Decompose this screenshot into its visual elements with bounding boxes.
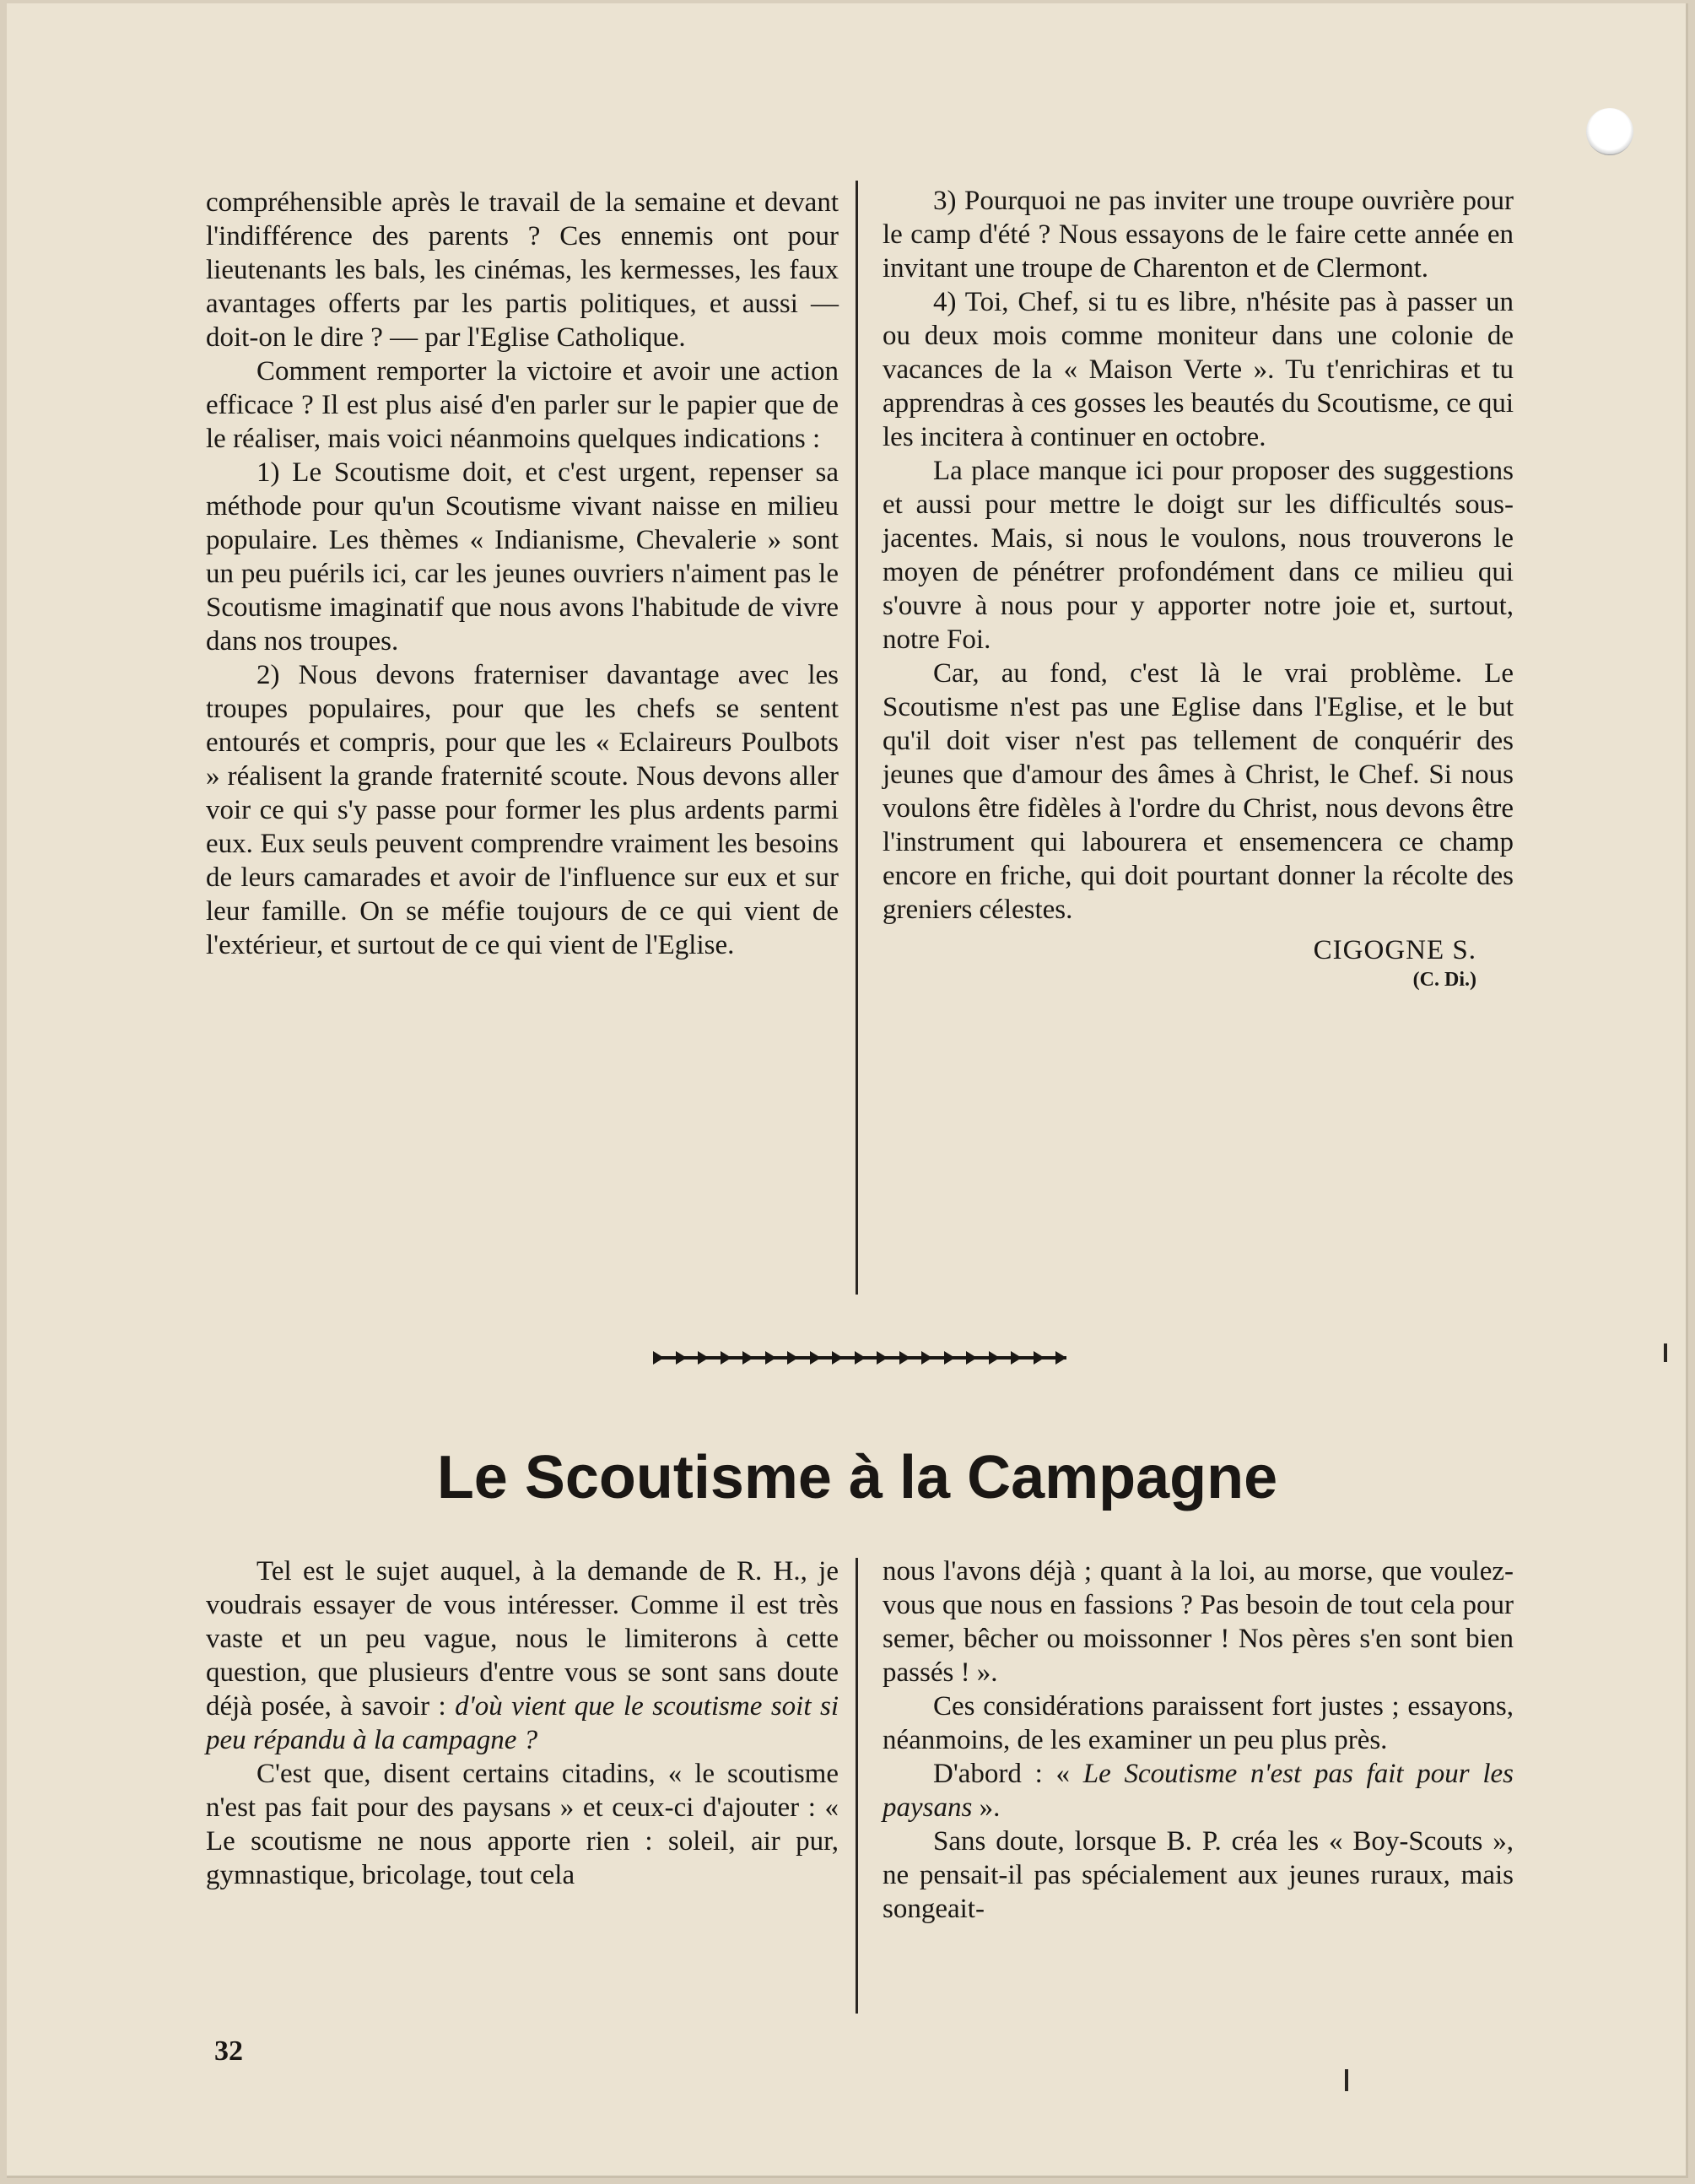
author-initials: (C. Di.) xyxy=(1412,969,1476,991)
paragraph: Car, au fond, c'est là le vrai problème. Le Scoutisme n'est pas une Eglise dans l'Eglise, et le but qu'il doit viser n'est pas tellement de conquérir des jeunes que d'amour des âmes à Christ, le Chef. Si nous voulons être fidèles à l'ordre du Christ, nous devons être l'instrument qui labourera et ensemencera ce champ encore en friche, qui doit pourtant donner la récolte des greniers célestes. xyxy=(883,658,1514,925)
paragraph: La place manque ici pour proposer des suggestions et aussi pour mettre le doigt sur les difficultés sous-jacentes. Mais, si nous le voulons, nous trouverons le moyen de pénétrer profondément dans ce milieu qui s'ouvre à nous pour y apporter notre joie et, surtout, notre Foi. xyxy=(883,456,1514,655)
italic-quote: Le Scoutisme n'est pas fait pour les paysans xyxy=(883,1759,1514,1823)
paragraph: D'abord : « Le Scoutisme n'est pas fait pour les paysans ». xyxy=(883,1759,1514,1823)
paragraph: 3) Pourquoi ne pas inviter une troupe ouvrière pour le camp d'été ? Nous essayons de le faire cette année en invitant une troupe de Charenton et de Clermont. xyxy=(883,186,1514,284)
print-mark xyxy=(1345,2069,1348,2091)
column-divider xyxy=(856,1558,858,2014)
punch-hole xyxy=(1586,108,1633,155)
italic-question: d'où vient que le scoutisme soit si peu répandu à la campagne ? xyxy=(206,1691,839,1755)
section-ornament xyxy=(653,1349,1066,1367)
page-number: 32 xyxy=(214,2035,243,2067)
article1-column-right xyxy=(883,184,1514,992)
paragraph: 2) Nous devons fraterniser davantage avec les troupes populaires, pour que les chefs se sentent entourés et compris, pour que les « Eclaireurs Poulbots » réalisent la grande fraternité scoute. Nous devons aller voir ce qui s'y passe pour former les plus ardents parmi eux. Eux seuls peuvent comprendre vraiment les besoins de leurs camarades et avoir de l'influence sur eux et sur leur famille. On se méfie toujours de ce qui vient de l'extérieur, et surtout de ce qui vient de l'Eglise. xyxy=(206,660,839,960)
paragraph: C'est que, disent certains citadins, « le scoutisme n'est pas fait pour des paysans » et ceux-ci d'ajouter : « Le scoutisme ne nous apporte rien : soleil, air pur, gymnastique, bricolage, tout cela xyxy=(206,1759,839,1890)
article2-column-right xyxy=(883,1554,1514,1926)
paragraph: 4) Toi, Chef, si tu es libre, n'hésite pas à passer un ou deux mois comme moniteur dans une colonie de vacances de la « Maison Verte ». Tu t'enrichiras et tu apprendras à ces gosses les beautés du Scoutisme, ce qui les incitera à continuer en octobre. xyxy=(883,287,1514,452)
paragraph: Sans doute, lorsque B. P. créa les « Boy-Scouts », ne pensait-il pas spécialement aux jeunes ruraux, mais songeait- xyxy=(883,1826,1514,1924)
author-signature: CIGOGNE S. xyxy=(1313,935,1476,965)
article2-column-left xyxy=(206,1554,839,1892)
paragraph: nous l'avons déjà ; quant à la loi, au morse, que voulez-vous que nous en fassions ? Pas besoin de tout cela pour semer, bêcher ou moissonner ! Nos pères s'en sont bien passés ! ». xyxy=(883,1556,1514,1688)
article1-column-left xyxy=(206,186,839,962)
paragraph: Ces considérations paraissent fort justes ; essayons, néanmoins, de les examiner un peu plus près. xyxy=(883,1691,1514,1755)
paragraph: 1) Le Scoutisme doit, et c'est urgent, repenser sa méthode pour qu'un Scoutisme vivant naisse en milieu populaire. Les thèmes « Indianisme, Chevalerie » sont un peu puérils ici, car les jeunes ouvriers n'aiment pas le Scoutisme imaginatif que nous avons l'habitude de vivre dans nos troupes. xyxy=(206,457,839,657)
paragraph: Comment remporter la victoire et avoir une action efficace ? Il est plus aisé d'en parler sur le papier que de le réaliser, mais voici néanmoins quelques indications : xyxy=(206,356,839,454)
print-mark xyxy=(1664,1343,1667,1362)
paragraph: compréhensible après le travail de la semaine et devant l'indifférence des parents ? Ces ennemis ont pour lieutenants les bals, les cinémas, les kermesses, les faux avantages offerts par les partis politiques, et aussi — doit-on le dire ? — par l'Eglise Catholique. xyxy=(206,187,839,353)
paragraph: Tel est le sujet auquel, à la demande de R. H., je voudrais essayer de vous intéresser. Comme il est très vaste et un peu vague, nous le limiterons à cette question, que plusieurs d'entre vous se sont sans doute déjà posée, à savoir : d'où vient que le scoutisme soit si peu répandu à la campagne ? xyxy=(206,1556,839,1755)
column-divider xyxy=(856,181,858,1295)
article-title: Le Scoutisme à la Campagne xyxy=(436,1444,1278,1511)
